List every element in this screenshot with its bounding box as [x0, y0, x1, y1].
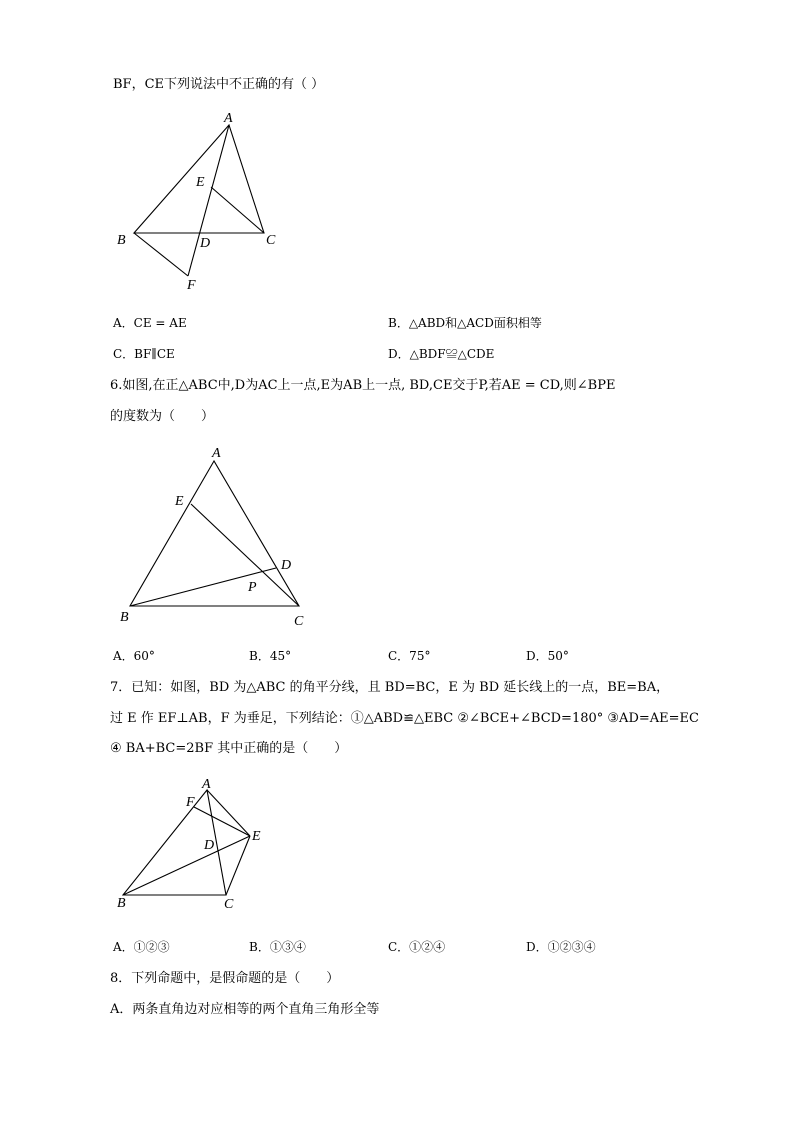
label-a: A: [224, 111, 233, 126]
segment-ae: [207, 790, 250, 836]
label-d: D: [204, 838, 215, 853]
label-a: A: [202, 777, 211, 792]
label-b: B: [117, 233, 126, 248]
label-c: C: [266, 233, 276, 248]
q5-option-a[interactable]: A．CE = AE: [113, 316, 187, 330]
q7-option-b[interactable]: B．①③④: [249, 940, 306, 954]
label-b: B: [120, 610, 129, 625]
segment-ce: [226, 836, 250, 895]
segment-fe: [194, 807, 250, 836]
label-f: F: [187, 278, 196, 293]
q7-option-c[interactable]: C．①②④: [388, 940, 446, 954]
q7-stem-line2: 过 E 作 EF⊥AB，F 为垂足，下列结论：①△ABD≌△EBC ②∠BCE+∠BCD=180° ③AD=AE=EC: [110, 711, 699, 726]
label-c: C: [224, 897, 234, 912]
q7-stem-line1: 7．已知：如图，BD 为△ABC 的角平分线，且 BD=BC，E 为 BD 延长线上的一点，BE=BA，: [110, 680, 670, 695]
q7-option-a[interactable]: A．①②③: [113, 940, 170, 954]
q7-stem-line3: ④ BA+BC=2BF 其中正确的是（ ）: [110, 741, 348, 756]
label-e: E: [175, 494, 184, 509]
label-e: E: [252, 829, 261, 844]
q6-option-b[interactable]: B．45°: [249, 649, 292, 663]
label-p: P: [248, 580, 257, 595]
q5-option-d[interactable]: D．△BDF≌△CDE: [388, 347, 495, 361]
label-d: D: [281, 558, 292, 573]
segment-be: [123, 836, 250, 895]
label-a: A: [212, 446, 221, 461]
q6-stem-line2: 的度数为（ ）: [110, 409, 215, 424]
q5-option-b[interactable]: B．△ABD和△ACD面积相等: [388, 316, 542, 330]
q5-option-c[interactable]: C．BF∥CE: [113, 347, 175, 361]
q6-option-a[interactable]: A．60°: [113, 649, 155, 663]
label-b: B: [117, 896, 126, 911]
q8-stem: 8．下列命题中，是假命题的是（ ）: [110, 971, 340, 986]
q7-option-d[interactable]: D．①②③④: [526, 940, 596, 954]
q6-option-d[interactable]: D．50°: [526, 649, 569, 663]
q5-stem: BF，CE下列说法中不正确的有（ ）: [113, 77, 325, 92]
q6-stem-line1: 6.如图,在正△ABC中,D为AC上一点,E为AB上一点, BD,CE交于P,若AE = CD,则∠BPE: [110, 378, 616, 393]
label-f: F: [186, 795, 195, 810]
q6-option-c[interactable]: C．75°: [388, 649, 431, 663]
label-c: C: [294, 614, 304, 629]
label-d: D: [200, 236, 211, 251]
label-e: E: [196, 175, 205, 190]
q8-option-a[interactable]: A．两条直角边对应相等的两个直角三角形全等: [110, 1002, 380, 1017]
